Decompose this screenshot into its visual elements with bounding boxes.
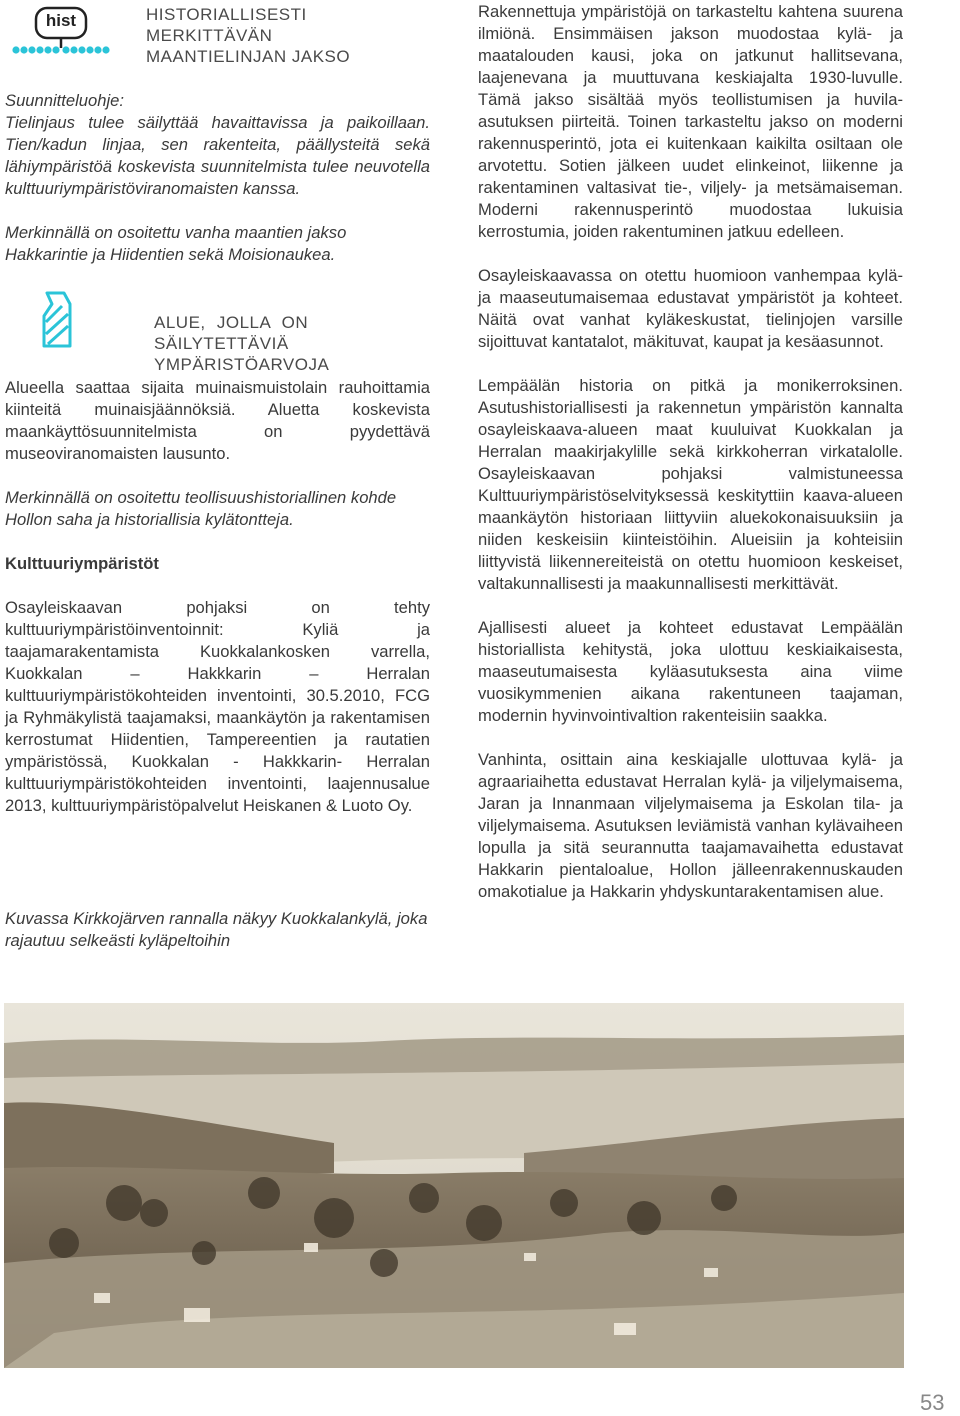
road-note: Merkinnällä on osoitettu vanha maantien jakso Hakkarintie ja Hiidentien sekä Moisionaukea. — [5, 223, 347, 264]
guideline-text: Tielinjaus tulee säilyttää havaittavissa ja paikoillaan. Tien/kadun linjaa, sen rakenteita, päällysteitä sekä lähiympäristöä koskevista suunnitelmista tulee neuvotella kulttuuriympäristöviranomaisten kanssa. — [5, 113, 430, 198]
area-heading-line-1: ALUE, JOLLA ON SÄILYTETTÄVIÄ — [154, 313, 309, 353]
area-heading-line-2: YMPÄRISTÖARVOJA — [154, 355, 330, 374]
page-number: 53 — [920, 1390, 945, 1415]
area-note: Merkinnällä on osoitettu teollisuushistoriallinen kohde Hollon saha ja historiallisia kylätontteja. — [5, 488, 397, 529]
right-column — [478, 1, 903, 903]
right-paragraph-5: Vanhinta, osittain aina keskiajalle ulottuvaa kylä- ja agraariaihetta edustavat Herralan kylä- ja viljelymaisema, Jaran ja Innanmaan viljelymaisema ja Eskolan tila- ja viljelymaisema. Asutuksen leviämistä vanhan kylävaiheen lopulla ja sitä seurannutta taajamavaihetta edustavat Hakkarin pientaloalue, Hollon jälleenrakennuskauden omakotialue ja Hakkarin yhdyskuntarakentamisen alue. — [478, 750, 903, 901]
caption — [5, 908, 435, 952]
hist-heading-line-2: MAANTIELINJAN JAKSO — [146, 47, 351, 66]
area-heading — [154, 312, 444, 375]
right-paragraph-4: Ajallisesti alueet ja kohteet edustavat Lempäälän historiallista kehitystä, joka ulottuu keskiaikaisesta, maaseutumaisesta kyläasutuksesta aina viime vuosikymmenien aikana rakentuneen taajaman, modernin hyvinvointivaltion rakenteisiin saakka. — [478, 618, 903, 725]
left-column-lower — [5, 377, 430, 817]
left-column — [5, 90, 430, 266]
hist-icon — [8, 4, 112, 60]
photo-caption: Kuvassa Kirkkojärven rannalla näkyy Kuokkalankylä, joka rajautuu selkeästi kyläpeltoihin — [5, 909, 428, 950]
hist-icon-label: hist — [45, 11, 77, 30]
hist-heading — [146, 4, 446, 67]
right-paragraph-1: Rakennettuja ympäristöjä on tarkasteltu kahtena suurena ilmiönä. Ensimmäisen jakson muodostaa kylä- ja maatalouden kausi, joka on jatkunut hallitsevana, laajenevana ja muuttuvana keskiajalta 1930-luvulle. Tämä jakso sisältää myös teollistumisen ja huvila-asutuksen piirteitä. Toinen tarkasteltu jakso on moderni rakennusperintö, jota ei kuitenkaan kaikilta osiltaan ole arvotettu. Sotien jälkeen uudet elinkeinot, liikenne ja rakentaminen valtasivat tie-, viljely- ja metsämaiseman. Moderni rakennusperintö muodostaa lukuisia kerrostumia, joiden rakentuminen jatkuu edelleen. — [478, 2, 903, 241]
right-paragraph-2: Osayleiskaavassa on otettu huomioon vanhempaa kylä- ja maaseutumaisemaa edustavat ympäristöt ja kohteet. Näitä ovat vanhat kyläkeskustat, tielinjojen varsille sijoittuvat kantatalot, mäkituvat, kaupat ja kesäasunnot. — [478, 266, 903, 351]
section-text: Osayleiskaavan pohjaksi on tehty kulttuuriympäristöinventoinnit: Kyliä ja taajamarakentamista Kuokkalankosken varrella, Kuokkalan – Hakkkarin – Herralan kulttuuriympäristökohteiden inventointi, 30.5.2010, FCG ja Ryhmäkylistä taajamaksi, maankäytön ja rakentamisen kerrostumat Hiidentien, Tampereentien ja rautatien ympäristössä, Kuokkalan - Hakkkarin- Herralan kulttuuriympäristökohteiden inventointi, laajennusalue 2013, kulttuuriympäristöpalvelut Heiskanen & Luoto Oy. — [5, 598, 430, 815]
guideline-label: Suunnitteluohje: — [5, 91, 125, 110]
aerial-photo — [4, 1003, 904, 1368]
right-paragraph-3: Lempäälän historia on pitkä ja monikerroksinen. Asutushistoriallisesti ja rakennetun ympäristön kannalta osayleiskaava-alueen maat kuuluivat Kuokkalan ja Herralan maakirjakylille sekä kirkkoherran virkatalolle. Osayleiskaavan pohjaksi valmistuneessa Kulttuuriympäristöselvityksessä keskityttiin kaava-alueen maankäytön historiaan liittyviin aluekokonaisuuksiin ja niiden keskeisiin kiinteistöihin. Alueisiin ja kohteisiin liittyvistä liikennereiteistä on otettu huomioon keskeiset, valtakunnallisesti ja maakunnallisesti merkittävät. — [478, 376, 903, 593]
section-title: Kulttuuriympäristöt — [5, 554, 159, 573]
hist-heading-line-1: HISTORIALLISESTI MERKITTÄVÄN — [146, 5, 307, 45]
area-text: Alueella saattaa sijaita muinaismuistolain rauhoittamia kiinteitä muinaisjäännöksiä. Aluetta koskevista maankäyttösuunnitelmista on pyydettävä museoviranomaisten lausunto. — [5, 378, 430, 463]
area-icon — [40, 290, 78, 350]
